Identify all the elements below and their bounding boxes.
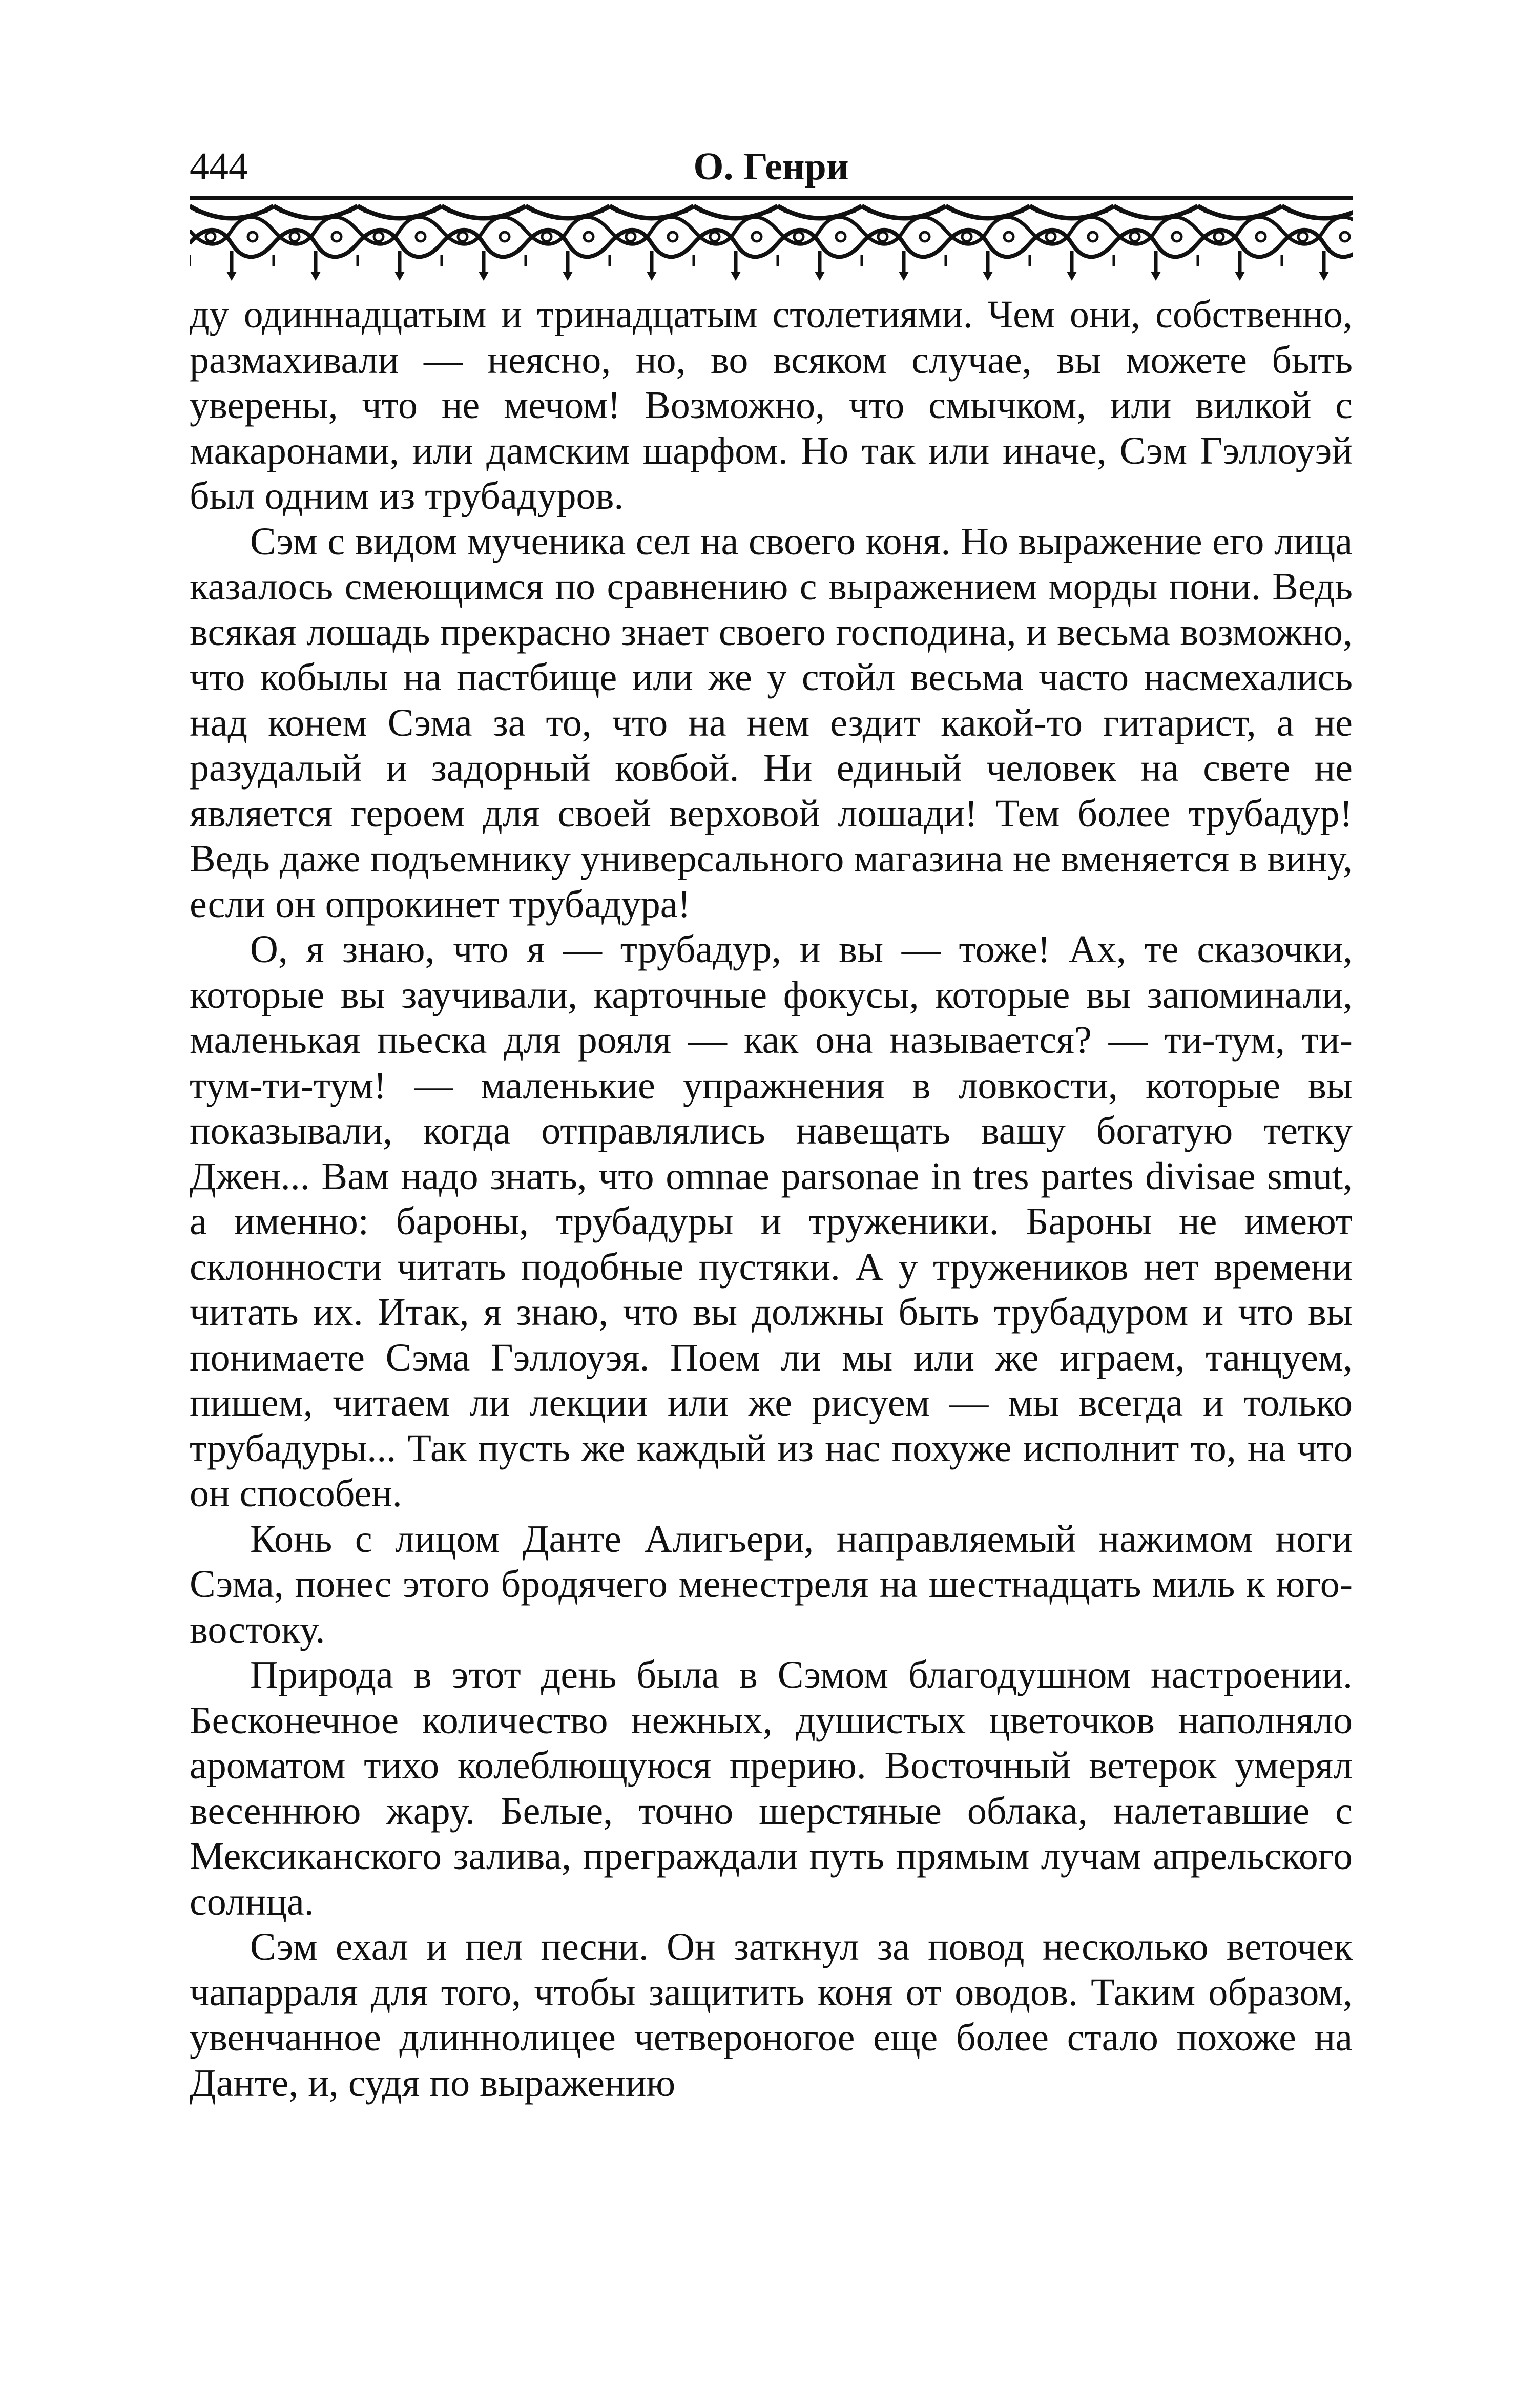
paragraph: ду одиннадцатым и тринадцатым столетиями. Чем они, собственно, размахивали — неясно, но, во всяком случае, вы можете быть уверены, что не мечом! Возможно, что смычком, или вилкой с макаронами, или дамским шарфом. Но так или иначе, Сэм Гэллоуэй был одним из трубадуров. [190, 293, 1353, 517]
paragraph: Сэм с видом мученика сел на своего коня. Но выражение его лица казалось смеющимся по сравнению с выражением морды пони. Ведь всякая лошадь прекрасно знает своего господина, и весьма возможно, что кобылы на пастбище или же у стойл весьма часто насмехались над конем Сэма за то, что на нем ездит какой-то гитарист, а не разудалый и задорный ковбой. Ни единый человек на свете не является героем для своей верховой лошади! Тем более трубадур! Ведь даже подъемнику универсального магазина не вменяется в вину, если он опрокинет трубадура! [190, 520, 1353, 926]
paragraph: Природа в этот день была в Сэмом благодушном настроении. Бесконечное количество нежных, душистых цветочков наполняло ароматом тихо колеблющуюся прерию. Восточный ветерок умерял весеннюю жару. Белые, точно шерстяные облака, налетавшие с Мексиканского залива, преграждали путь прямым лучам апрельского солнца. [190, 1653, 1353, 1923]
paragraph: Конь с лицом Данте Алигьери, направляемый нажимом ноги Сэма, понес этого бродячего менестреля на шестнадцать миль к юго-востоку. [190, 1517, 1353, 1651]
running-title: О. Генри [693, 145, 849, 188]
book-page [190, 138, 1353, 2106]
ornamental-border [190, 195, 1353, 282]
paragraph: О, я знаю, что я — трубадур, и вы — тоже! Ах, те сказочки, которые вы заучивали, карточные фокусы, которые вы запоминали, маленькая пьеска для рояля — как она называется? — ти-тум, ти-тум-ти-тум! — маленькие упражнения в ловкости, которые вы показывали, когда отправлялись навещать вашу богатую тетку Джен... Вам надо знать, что omnae parsonae in tres partes divisae smut, а именно: бароны, трубадуры и труженики. Бароны не имеют склонности читать подобные пустяки. А у тружеников нет времени читать их. Итак, я знаю, что вы должны быть трубадуром и что вы понимаете Сэма Гэллоуэя. Поем ли мы или же играем, танцуем, пишем, читаем ли лекции или же рисуем — мы всегда и только трубадуры... Так пусть же каждый из нас похуже исполнит то, на что он способен. [190, 928, 1353, 1515]
page-header [190, 138, 1353, 195]
paragraph: Сэм ехал и пел песни. Он заткнул за повод несколько веточек чапарраля для того, чтобы защитить коня от оводов. Таким образом, увенчанное длиннолицее четвероногое еще более стало похоже на Данте, и, судя по выражению [190, 1925, 1353, 2105]
page-body [190, 292, 1353, 2106]
page-number: 444 [190, 145, 248, 188]
